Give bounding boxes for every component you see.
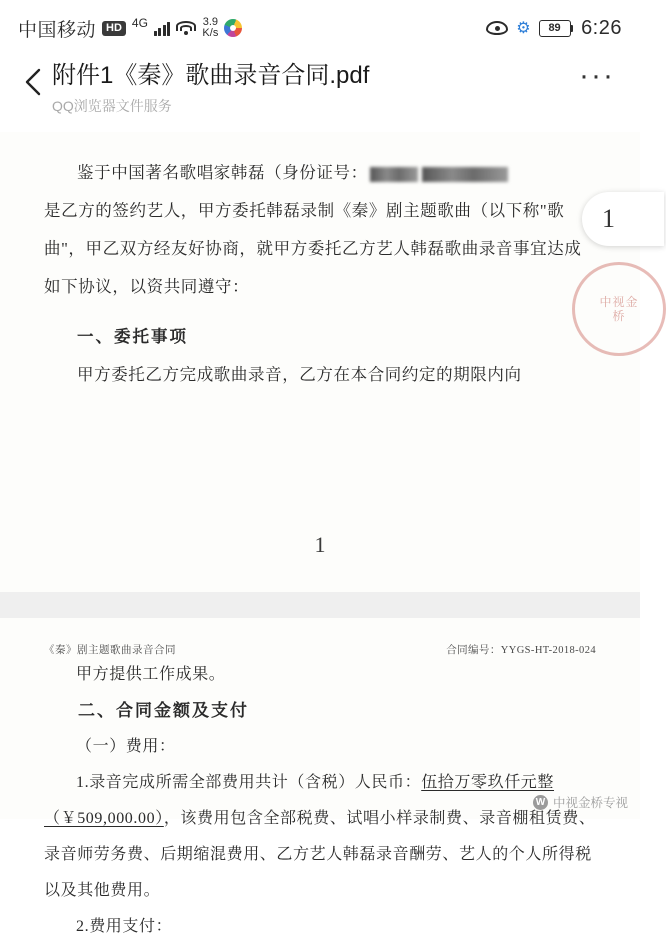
amount-in-digits: （￥509,000.00） xyxy=(44,810,164,827)
clock-label: 6:26 xyxy=(581,16,622,39)
pdf-page-1 xyxy=(0,132,640,592)
weibo-watermark xyxy=(533,793,628,811)
page-indicator-value: 1 xyxy=(602,204,615,233)
signal-bars-icon xyxy=(154,20,171,36)
app-title-bar xyxy=(0,56,640,132)
battery-icon xyxy=(539,20,574,37)
hd-badge: HD xyxy=(102,21,126,36)
status-bar-left xyxy=(18,15,242,42)
weibo-logo-icon: W xyxy=(533,795,548,810)
network-type-label: 4G xyxy=(131,16,148,30)
paragraph: 2.费用支付： xyxy=(76,918,173,935)
speed-value: 3.9 xyxy=(202,16,219,28)
paragraph xyxy=(44,154,596,192)
carrier-label: 中国移动 xyxy=(18,19,97,41)
page2-header xyxy=(44,618,596,657)
page-number-1: 1 xyxy=(314,532,326,557)
eye-icon xyxy=(486,21,508,35)
page-separator xyxy=(0,592,640,618)
wifi-icon xyxy=(176,20,196,36)
page-indicator[interactable] xyxy=(582,192,664,246)
clause-text: 1.录音完成所需全部费用共计（含税）人民币： xyxy=(76,774,422,791)
pdf-viewer[interactable] xyxy=(0,132,640,935)
page1-body xyxy=(44,132,596,394)
bluetooth-icon: ⚙ xyxy=(516,20,531,37)
battery-level-label: 89 xyxy=(539,20,571,37)
section-heading: 一、委托事项 xyxy=(77,327,188,346)
section-heading: 二、合同金额及支付 xyxy=(78,701,249,720)
color-ball-icon xyxy=(224,19,242,37)
page2-body xyxy=(44,657,596,945)
speed-unit: K/s xyxy=(202,27,219,39)
paragraph: 甲方委托乙方完成歌曲录音，乙方在本合同约定的期限内向 xyxy=(77,365,522,384)
company-seal-stamp xyxy=(572,262,666,356)
chevron-left-icon xyxy=(24,67,42,97)
status-bar xyxy=(0,0,640,56)
pdf-page-2 xyxy=(0,618,640,935)
paragraph: 甲方提供工作成果。 xyxy=(76,666,226,683)
paragraph-text: 鉴于中国著名歌唱家韩磊（身份证号： xyxy=(77,163,368,182)
clause-text-cont: ，该费用包含全部税费、试唱小样录制费、录音棚租赁费、录音师劳务费、后期缩混费用、乙方艺人韩磊录音酬劳、艺人的个人所得税以及其他费用。 xyxy=(44,810,596,899)
redacted-id-block xyxy=(422,167,508,182)
more-options-button[interactable]: ··· xyxy=(579,59,615,92)
contract-header-title: 《秦》剧主题歌曲录音合同 xyxy=(44,645,176,656)
contract-number: 合同编号：YYGS-HT-2018-024 xyxy=(446,645,596,656)
seal-text: 中视金桥 xyxy=(599,295,639,323)
back-button[interactable] xyxy=(14,60,52,104)
paragraph: 是乙方的签约艺人，甲方委托韩磊录制《秦》剧主题歌曲（以下称"歌曲"，甲乙双方经友好协商，就甲方委托乙方艺人韩磊歌曲录音事宜达成如下协议，以资共同遵守： xyxy=(44,201,582,296)
page-title: 附件1《秦》歌曲录音合同.pdf xyxy=(52,62,370,89)
status-bar-right xyxy=(486,17,622,40)
sub-section-heading: （一）费用： xyxy=(76,738,176,755)
title-block xyxy=(52,60,574,114)
network-speed-label xyxy=(202,17,218,39)
page-subtitle: QQ浏览器文件服务 xyxy=(52,98,172,114)
redacted-id-block xyxy=(370,167,418,182)
paragraph xyxy=(44,765,596,909)
watermark-text: 中视金桥专视 xyxy=(552,796,628,810)
amount-in-words: 伍拾万零玖仟元整 xyxy=(421,774,555,791)
